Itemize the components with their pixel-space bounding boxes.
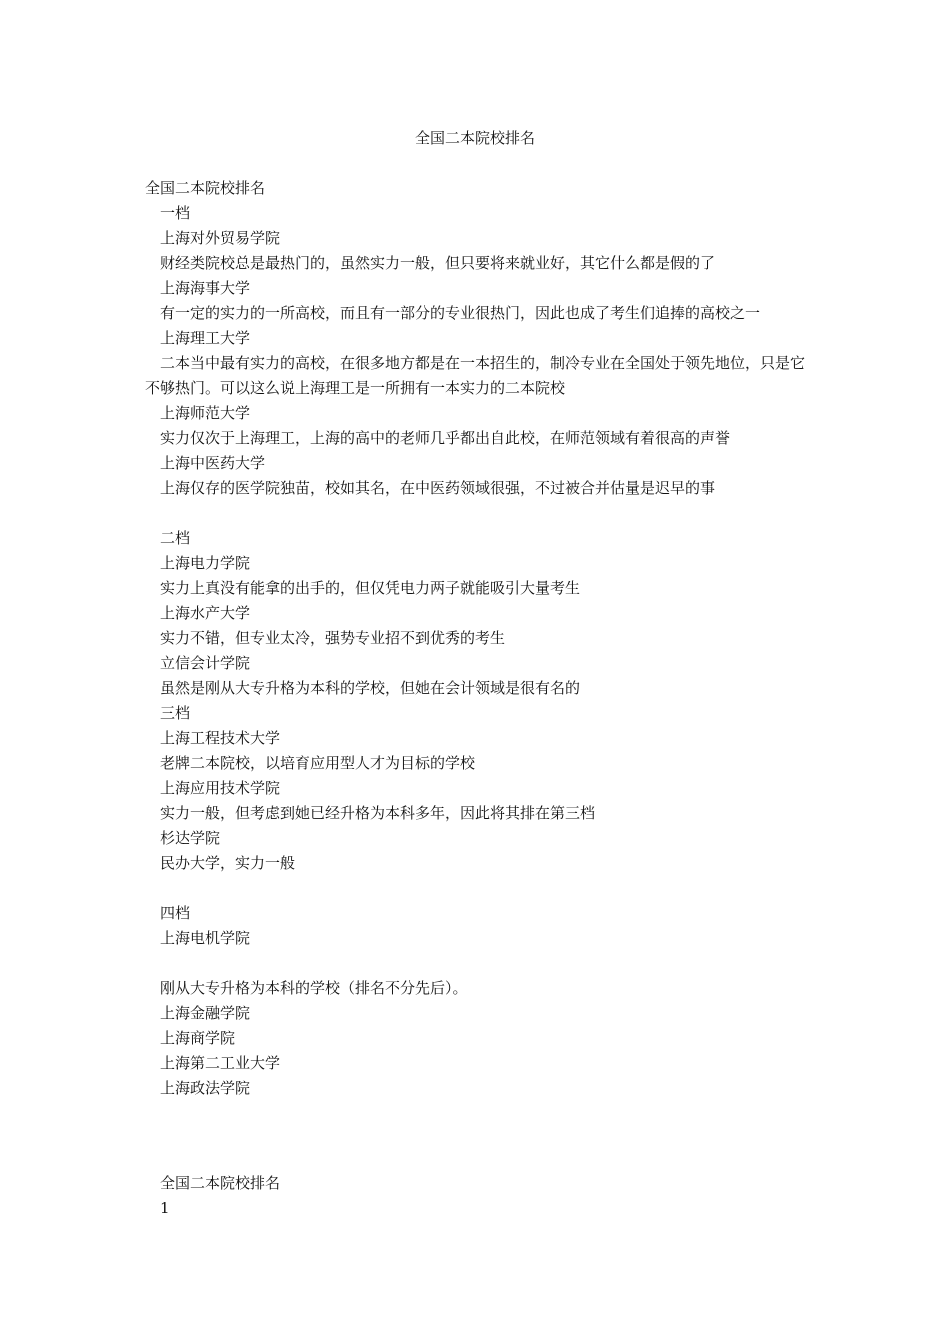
school-description: 实力上真没有能拿的出手的，但仅凭电力两子就能吸引大量考生 [160, 579, 581, 597]
school-description: 财经类院校总是最热门的，虽然实力一般，但只要将来就业好，其它什么都是假的了 [160, 254, 716, 272]
school-description: 有一定的实力的一所高校，而且有一部分的专业很热门，因此也成了考生们追捧的高校之一 [160, 304, 761, 322]
page-title: 全国二本院校排名 [414, 129, 535, 147]
tier-label: 四档 [160, 904, 191, 922]
school-name: 上海商学院 [160, 1029, 236, 1047]
school-name: 上海工程技术大学 [160, 729, 281, 747]
spacer [145, 501, 805, 526]
spacer [145, 876, 805, 901]
spacer [145, 951, 805, 976]
school-name: 上海对外贸易学院 [160, 229, 281, 247]
school-name: 上海应用技术学院 [160, 779, 281, 797]
school-name: 上海电机学院 [160, 929, 251, 947]
school-name: 上海第二工业大学 [160, 1054, 281, 1072]
tier-label: 二档 [160, 529, 191, 547]
school-name: 上海海事大学 [160, 279, 251, 297]
footer-title: 全国二本院校排名 [160, 1174, 281, 1192]
school-name: 杉达学院 [160, 829, 221, 847]
tier-label: 一档 [160, 204, 191, 222]
school-description: 二本当中最有实力的高校，在很多地方都是在一本招生的，制冷专业在全国处于领先地位，只是它不够热门。可以这么说上海理工是一所拥有一本实力的二本院校 [145, 354, 806, 397]
school-description: 民办大学，实力一般 [160, 854, 296, 872]
school-description: 实力一般，但考虑到她已经升格为本科多年，因此将其排在第三档 [160, 804, 596, 822]
school-name: 上海中医药大学 [160, 454, 266, 472]
tier-label: 三档 [160, 704, 191, 722]
school-name: 上海师范大学 [160, 404, 251, 422]
school-name: 上海理工大学 [160, 329, 251, 347]
school-name: 上海电力学院 [160, 554, 251, 572]
school-description: 实力不错，但专业太冷，强势专业招不到优秀的考生 [160, 629, 506, 647]
page-number: 1 [160, 1199, 170, 1217]
school-description: 上海仅存的医学院独苗，校如其名，在中医药领域很强，不过被合并估量是迟早的事 [160, 479, 716, 497]
school-description: 老牌二本院校，以培育应用型人才为目标的学校 [160, 754, 476, 772]
school-name: 上海金融学院 [160, 1004, 251, 1022]
upgraded-note: 刚从大专升格为本科的学校（排名不分先后）。 [160, 979, 468, 997]
school-name: 上海政法学院 [160, 1079, 251, 1097]
school-description: 虽然是刚从大专升格为本科的学校，但她在会计领域是很有名的 [160, 679, 581, 697]
document-body [145, 176, 805, 1101]
school-name: 上海水产大学 [160, 604, 251, 622]
document-heading: 全国二本院校排名 [145, 179, 266, 197]
school-name: 立信会计学院 [160, 654, 251, 672]
page-footer [160, 1171, 280, 1221]
school-description: 实力仅次于上海理工，上海的高中的老师几乎都出自此校，在师范领域有着很高的声誉 [160, 429, 731, 447]
